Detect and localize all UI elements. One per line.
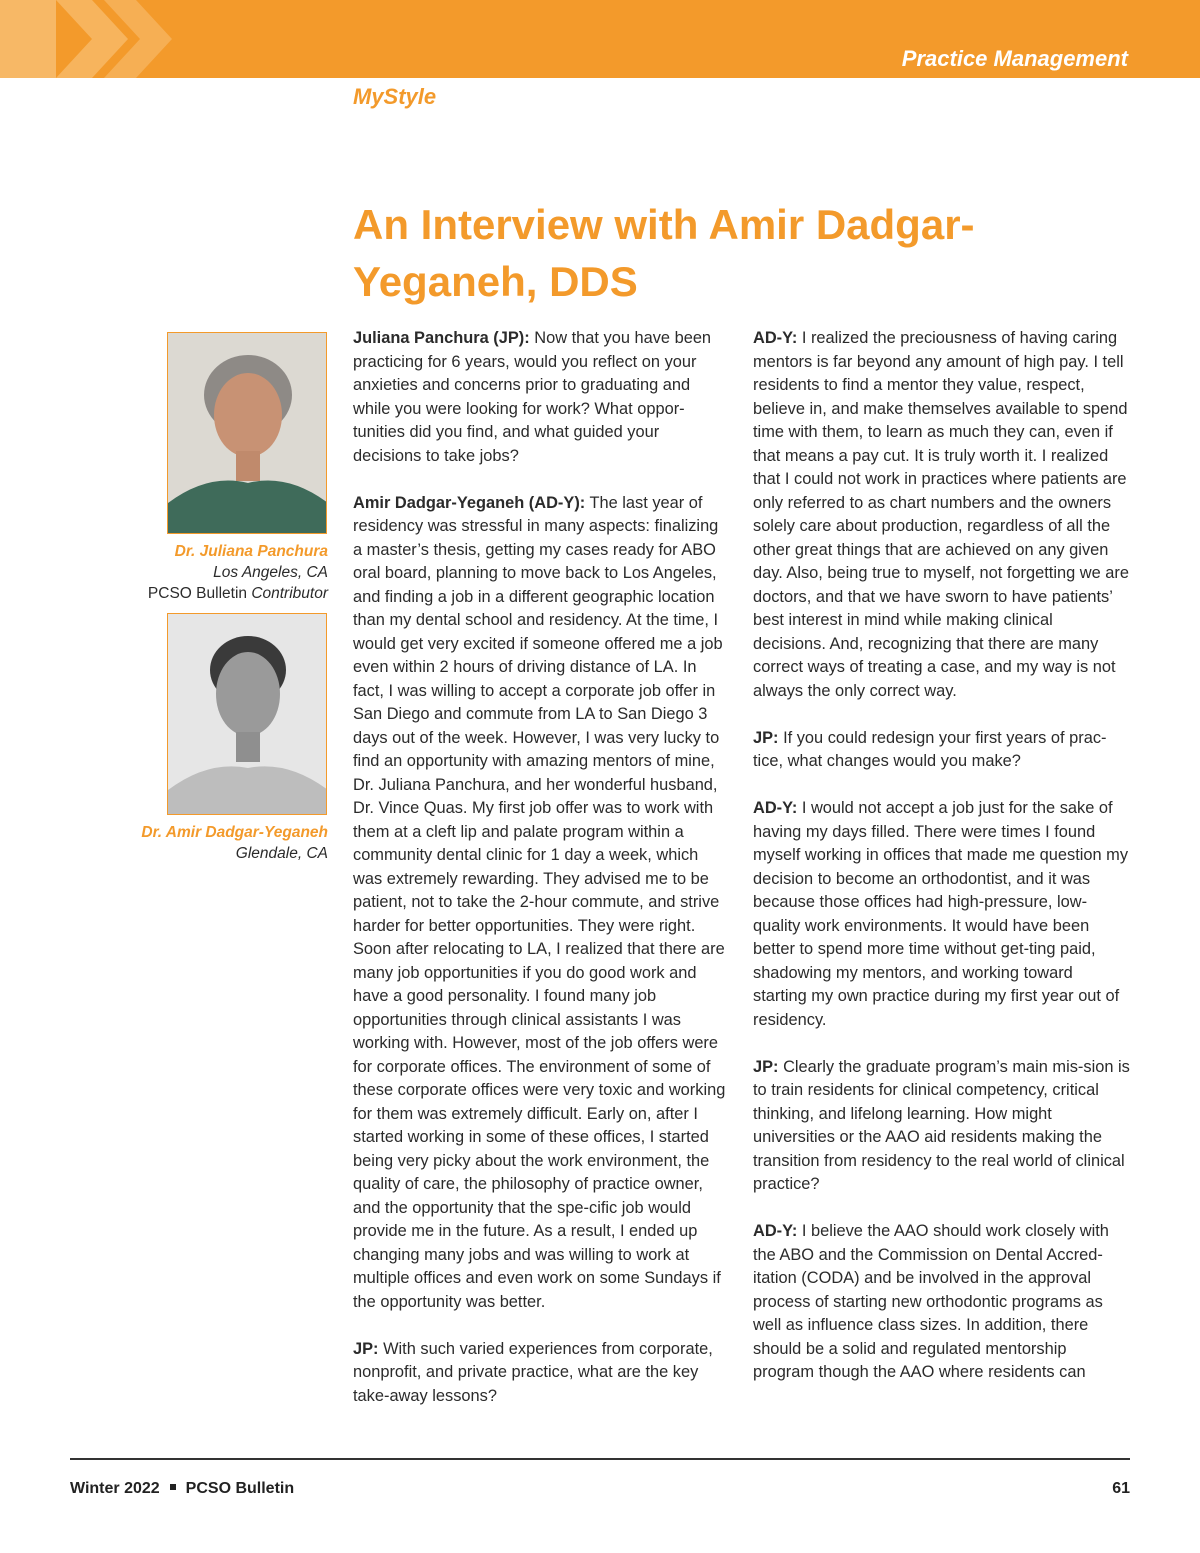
paragraph: JP: If you could redesign your first years of prac-tice, what changes would you make? — [753, 728, 1107, 770]
header-banner — [0, 0, 1200, 78]
issue-date: Winter 2022 — [70, 1480, 160, 1497]
contributor-role: PCSO Bulletin Contributor — [147, 585, 328, 602]
interviewee-location: Glendale, CA — [235, 845, 328, 862]
paragraph: AD-Y: I would not accept a job just for the sake of having my days filled. There were times I found myself working in offices that made me question my decision to become an orthodontist, and it was because those offices had high-pressure, low-quality work environments. It would have been better to spend more time without get-ting paid, shadowing my mentors, and working toward starting my own practice during my first year out of residency. — [753, 799, 1129, 1029]
interviewee-name: Dr. Amir Dadgar-Yeganeh — [141, 824, 328, 841]
section-label: Practice Management — [901, 46, 1128, 71]
page-number: 61 — [1112, 1480, 1130, 1497]
chevron-decoration-icon — [0, 0, 180, 78]
footer-divider — [70, 1458, 1130, 1460]
interviewee-caption — [141, 822, 328, 864]
paragraph: AD-Y: I realized the preciousness of having caring mentors is far beyond any amount of high pay. I tell residents to find a mentor they value, respect, believe in, and make themselves available to spend time with them, to learn as much they can, even if that means a pay cut. It is truly worth it. I realized that I could not work in practices where patients are only referred to as chart numbers and the owners solely care about production, regardless of all the other great things that are achieved on any given day. Also, being true to myself, not forgetting we are doctors, and that we have sworn to have patients’ best interest in mind while making clinical decisions. And, recognizing that there are many correct ways of treating a case, and my way is not always the only correct way. — [753, 329, 1129, 700]
contributor-name: Dr. Juliana Panchura — [174, 543, 328, 560]
article-title: An Interview with Amir Dadgar-Yeganeh, DDS — [353, 201, 975, 305]
square-bullet-icon — [170, 1484, 176, 1490]
paragraph: Amir Dadgar-Yeganeh (AD-Y): The last year of residency was stressful in many aspects: finalizing a master’s thesis, getting my cases ready for ABO oral board, planning to move back to Los Angeles, and finding a job in a different geographic location than my dental school and residency. At the time, I would get very excited if someone offered me a job even within 2 hours of driving distance of LA. In fact, I was willing to accept a corporate job offer in San Diego and commute from LA to San Diego 3 days out of the week. However, I was very lucky to find an opportunity with amazing mentors of mine, Dr. Juliana Panchura, and her wonderful husband, Dr. Vince Quas. My first job offer was to work with them at a cleft lip and palate program within a community dental clinic for 1 day a week, which was extremely rewarding. They advised me to be patient, not to take the 2-hour commute, and strive harder for better opportunities. They were right. Soon after relocating to LA, I realized that there are many job opportunities if you do good work and have a good personality. I found many job opportunities through clinical assistants I was working with. However, most of the job offers were for corporate offices. The environment of some of these corporate offices were very toxic and working for them was extremely difficult. Early on, after I started working in some of these offices, I started being very picky about the work environment, the quality of care, the philosophy of practice owner, and the opportunity that the spe-cific job would provide me in the future. As a result, I ended up changing many jobs and was willing to work at multiple offices and even work on some Sundays if the opportunity was better. — [353, 493, 726, 1311]
paragraph: Juliana Panchura (JP): Now that you have been practicing for 6 years, would you reflect on your anxieties and concerns prior to graduating and while you were looking for work? What oppor-tunities did you find, and what guided your decisions to take jobs? — [353, 329, 712, 465]
body-column-2 — [753, 327, 1130, 1408]
interviewee-photo — [167, 613, 327, 815]
footer-issue — [70, 1480, 294, 1498]
paragraph: AD-Y: I believe the AAO should work closely with the ABO and the Commission on Dental Accred-itation (CODA) and be involved in the approval process of starting new orthodontic programs as well as influence class sizes. In addition, there should be a solid and regulated mentorship program though the AAO where residents can — [753, 1222, 1109, 1381]
contributor-caption — [148, 541, 328, 604]
publication-name: PCSO Bulletin — [185, 1480, 295, 1497]
portrait-man-image — [168, 614, 327, 815]
contributor-photo — [167, 332, 327, 534]
body-column-1 — [353, 327, 730, 1432]
paragraph: JP: Clearly the graduate program’s main mis-sion is to train residents for clinical competency, critical thinking, and lifelong learning. How might universities or the AAO aid residents making the transition from residency to the real world of clinical practice? — [753, 1057, 1130, 1193]
contributor-location: Los Angeles, CA — [213, 564, 328, 581]
portrait-woman-image — [168, 333, 327, 534]
paragraph: JP: With such varied experiences from corporate, nonprofit, and private practice, what are the key take-away lessons? — [353, 1339, 713, 1405]
column-label: MyStyle — [353, 84, 437, 109]
